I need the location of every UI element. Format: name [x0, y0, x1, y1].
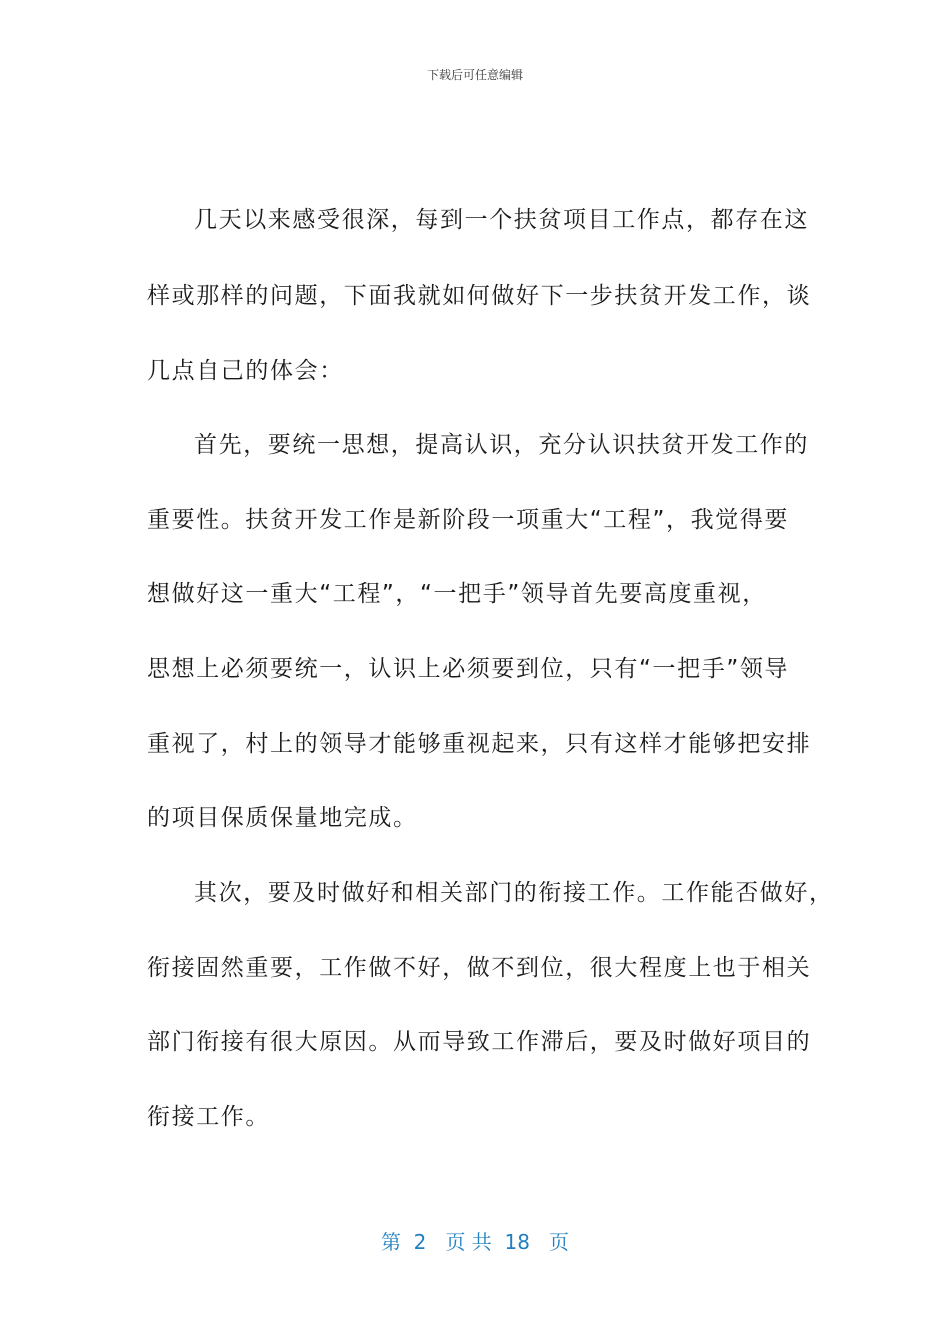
text-line: 重要性。扶贫开发工作是新阶段一项重大“工程”，我觉得要	[147, 507, 790, 533]
text-line: 其次，要及时做好和相关部门的衔接工作。工作能否做好，	[194, 880, 834, 906]
text-line: 首先，要统一思想，提高认识，充分认识扶贫开发工作的	[194, 432, 809, 458]
page-number-footer: 第 2 页 共 18 页	[380, 1230, 570, 1254]
text-line: 想做好这一重大“工程”，“一把手”领导首先要高度重视，	[147, 581, 767, 607]
text-line: 样或那样的问题，下面我就如何做好下一步扶贫开发工作，谈	[147, 283, 812, 309]
text-line: 几天以来感受很深，每到一个扶贫项目工作点，都存在这	[194, 207, 809, 233]
page-header: 下载后可任意编辑	[426, 68, 523, 82]
text-line: 思想上必须要统一，认识上必须要到位，只有“一把手”领导	[147, 656, 790, 682]
text-line: 几点自己的体会：	[147, 358, 344, 384]
text-line: 部门衔接有很大原因。从而导致工作滞后，要及时做好项目的	[147, 1029, 812, 1055]
text-line: 的项目保质保量地完成。	[147, 805, 418, 831]
text-line: 衔接固然重要，工作做不好，做不到位，很大程度上也于相关	[147, 955, 812, 981]
text-line: 重视了，村上的领导才能够重视起来，只有这样才能够把安排	[147, 731, 812, 757]
text-line: 衔接工作。	[147, 1104, 270, 1130]
